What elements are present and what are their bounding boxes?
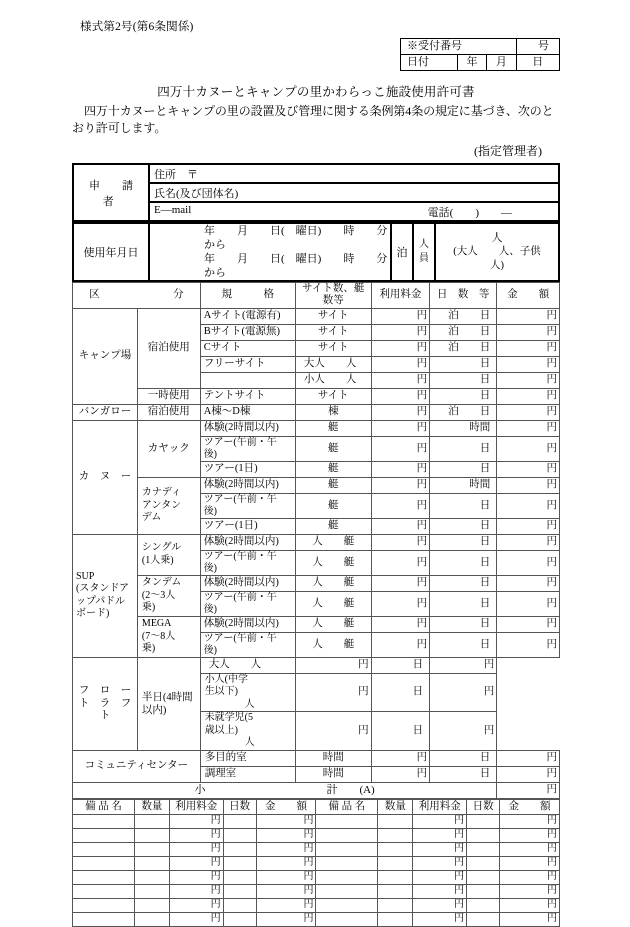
equipment-days-field[interactable]: [223, 814, 256, 828]
equipment-amount-field[interactable]: 円: [256, 814, 316, 828]
fee-amount-field[interactable]: 円: [497, 461, 560, 477]
fee-amount-field[interactable]: 円: [497, 420, 560, 436]
equipment-header-cell: 数量: [134, 799, 169, 814]
equipment-unit-price-field[interactable]: 円: [413, 842, 467, 856]
fee-table-row: [73, 657, 560, 673]
equipment-name-field[interactable]: [316, 856, 378, 870]
fee-days-field[interactable]: 日: [430, 766, 497, 782]
equipment-table: [72, 799, 560, 927]
applicant-label: 申 請 者: [73, 164, 149, 221]
equipment-amount-field[interactable]: 円: [500, 856, 560, 870]
equipment-name-field[interactable]: [316, 828, 378, 842]
fee-spec-label: 体験(2時間以内): [200, 534, 295, 550]
fee-days-field[interactable]: 日: [430, 372, 497, 388]
fee-spec-label: A棟～D棟: [200, 404, 295, 420]
use-date-line-1: 年 月 日( 曜日) 時 分から: [204, 225, 388, 252]
fee-spec-label: テントサイト: [200, 388, 295, 404]
lead-paragraph: 四万十カヌーとキャンプの里の設置及び管理に関する条例第4条の規定に基づき、次のとおり許可します。: [72, 104, 554, 136]
equipment-amount-field[interactable]: 円: [500, 842, 560, 856]
fee-count-field[interactable]: 大人 人: [200, 657, 295, 673]
fee-subgroup-label: カヤック: [137, 420, 200, 477]
equipment-amount-field[interactable]: 円: [500, 912, 560, 926]
fee-group-label: コミュニティセンター: [73, 750, 201, 782]
applicant-phone-label: 電話( ) —: [427, 206, 512, 219]
fee-subgroup-label: 宿泊使用: [137, 404, 200, 420]
fee-subgroup-label: 半日(4時間以内): [137, 657, 200, 750]
fee-days-field[interactable]: 時間: [430, 477, 497, 493]
form-number: 様式第2号(第6条関係): [80, 21, 194, 33]
equipment-header-cell: 日数: [223, 799, 256, 814]
fee-amount-field[interactable]: 円: [497, 766, 560, 782]
people-label-ch2: 員: [419, 253, 429, 265]
receipt-number-label: ※受付番号: [401, 39, 517, 55]
equipment-name-field[interactable]: [73, 870, 135, 884]
use-date-label: 使用年月日: [73, 223, 149, 281]
fee-days-field[interactable]: 泊 日: [430, 404, 497, 420]
fee-header-amount: 金 額: [497, 283, 560, 309]
equipment-days-field[interactable]: [223, 870, 256, 884]
equipment-name-field[interactable]: [73, 842, 135, 856]
equipment-days-field[interactable]: [223, 842, 256, 856]
equipment-amount-field[interactable]: 円: [256, 912, 316, 926]
fee-amount-field[interactable]: 円: [497, 308, 560, 324]
fee-unit-price-field[interactable]: 円: [371, 356, 429, 372]
equipment-quantity-field[interactable]: [134, 828, 169, 842]
fee-table-row: [73, 534, 560, 550]
equipment-quantity-field[interactable]: [134, 814, 169, 828]
use-date-line-2: 年 月 日( 曜日) 時 分から: [204, 253, 388, 280]
fee-amount-field[interactable]: 円: [497, 324, 560, 340]
equipment-row: [73, 828, 560, 842]
fee-amount-field[interactable]: 円: [497, 591, 560, 616]
fee-amount-field[interactable]: 円: [497, 493, 560, 518]
fee-header-count: サイト数、艇数等: [295, 283, 371, 309]
people-total: 人: [491, 232, 503, 245]
equipment-days-field[interactable]: [467, 912, 500, 926]
fee-table-row: [73, 575, 560, 591]
fee-group-label: バンガロー: [73, 404, 138, 420]
fee-group-label: SUP (スタンドアップパドルボード): [73, 534, 138, 657]
fee-table-row: [73, 750, 560, 766]
equipment-name-field[interactable]: [73, 856, 135, 870]
fee-spec-label: Cサイト: [200, 340, 295, 356]
equipment-days-field[interactable]: [223, 856, 256, 870]
fee-unit-price-field[interactable]: 円: [371, 550, 429, 575]
fee-unit-price-field[interactable]: 円: [371, 632, 429, 657]
equipment-days-field[interactable]: [223, 828, 256, 842]
fee-amount-field[interactable]: 円: [497, 372, 560, 388]
equipment-days-field[interactable]: [467, 842, 500, 856]
fee-amount-field[interactable]: 円: [430, 712, 497, 751]
applicant-contact-field[interactable]: [149, 202, 559, 221]
fee-unit-price-field[interactable]: 円: [295, 657, 371, 673]
equipment-header-cell: 日数: [467, 799, 500, 814]
fee-days-field[interactable]: 日: [430, 575, 497, 591]
fee-count-field[interactable]: 艇: [295, 436, 371, 461]
receipt-day: 日: [516, 55, 559, 71]
fee-count-field[interactable]: 艇: [295, 477, 371, 493]
fee-unit-price-field[interactable]: 円: [371, 766, 429, 782]
fee-header-category: 区 分: [73, 283, 201, 309]
fee-amount-field[interactable]: 円: [497, 436, 560, 461]
fee-days-field[interactable]: 日: [371, 673, 429, 712]
equipment-name-field[interactable]: [73, 814, 135, 828]
fee-table: [72, 282, 560, 799]
fee-spec-label: 多目的室: [200, 750, 295, 766]
fee-count-field[interactable]: 大人 人: [295, 356, 371, 372]
equipment-quantity-field[interactable]: [378, 842, 413, 856]
equipment-quantity-field[interactable]: [378, 898, 413, 912]
fee-spec-label: ツアー(午前・午 後): [200, 591, 295, 616]
fee-amount-field[interactable]: 円: [497, 534, 560, 550]
equipment-days-field[interactable]: [467, 870, 500, 884]
equipment-name-field[interactable]: [73, 828, 135, 842]
use-date-field[interactable]: [149, 223, 391, 281]
equipment-days-field[interactable]: [467, 856, 500, 870]
administrator-label: (指定管理者): [474, 144, 542, 159]
fee-unit-price-field[interactable]: 円: [295, 712, 371, 751]
equipment-row: [73, 870, 560, 884]
equipment-name-field[interactable]: [73, 898, 135, 912]
people-label-ch1: 人: [419, 239, 429, 251]
fee-unit-price-field[interactable]: 円: [371, 461, 429, 477]
fee-days-field[interactable]: 日: [430, 461, 497, 477]
fee-spec-label: フリーサイト: [200, 356, 295, 372]
fee-subtotal-row: [73, 782, 560, 798]
fee-spec-label: 調理室: [200, 766, 295, 782]
equipment-row: [73, 842, 560, 856]
fee-days-field[interactable]: 泊 日: [430, 324, 497, 340]
equipment-amount-field[interactable]: 円: [256, 884, 316, 898]
equipment-row: [73, 898, 560, 912]
equipment-amount-field[interactable]: 円: [500, 898, 560, 912]
equipment-unit-price-field[interactable]: 円: [413, 828, 467, 842]
fee-amount-field[interactable]: 円: [497, 575, 560, 591]
fee-subgroup-label: 宿泊使用: [137, 308, 200, 388]
equipment-amount-field[interactable]: 円: [256, 898, 316, 912]
fee-count-field[interactable]: 小人 人: [295, 372, 371, 388]
equipment-days-field[interactable]: [223, 912, 256, 926]
fee-days-field[interactable]: 日: [430, 750, 497, 766]
equipment-name-field[interactable]: [316, 842, 378, 856]
fee-amount-field[interactable]: 円: [497, 404, 560, 420]
use-date-table: [72, 222, 560, 282]
fee-subgroup-label: 一時使用: [137, 388, 200, 404]
fee-count-field[interactable]: 人 艇: [295, 632, 371, 657]
equipment-days-field[interactable]: [223, 898, 256, 912]
equipment-quantity-field[interactable]: [134, 912, 169, 926]
equipment-header-cell: 備 品 名: [73, 799, 135, 814]
applicant-name-field[interactable]: 氏名(及び団体名): [149, 183, 559, 202]
fee-amount-field[interactable]: 円: [497, 550, 560, 575]
equipment-quantity-field[interactable]: [378, 814, 413, 828]
equipment-unit-price-field[interactable]: 円: [413, 898, 467, 912]
equipment-quantity-field[interactable]: [378, 884, 413, 898]
fee-group-label: カ ヌ ー: [73, 420, 138, 534]
equipment-days-field[interactable]: [467, 814, 500, 828]
fee-days-field[interactable]: 日: [430, 388, 497, 404]
fee-count-field[interactable]: 人 艇: [295, 575, 371, 591]
fee-days-field[interactable]: 日: [430, 550, 497, 575]
fee-count-field[interactable]: 人 艇: [295, 616, 371, 632]
equipment-days-field[interactable]: [467, 898, 500, 912]
equipment-quantity-field[interactable]: [378, 828, 413, 842]
fee-spec-label: ツアー(1日): [200, 461, 295, 477]
equipment-quantity-field[interactable]: [378, 912, 413, 926]
fee-count-field[interactable]: 棟: [295, 404, 371, 420]
fee-subgroup-label: タンデム (2～3人 乗): [137, 575, 200, 616]
fee-spec-label: ツアー(1日): [200, 518, 295, 534]
fee-days-field[interactable]: 日: [430, 616, 497, 632]
fee-count-field[interactable]: 艇: [295, 420, 371, 436]
fee-table-row: [73, 477, 560, 493]
equipment-name-field[interactable]: [316, 870, 378, 884]
equipment-unit-price-field[interactable]: 円: [413, 884, 467, 898]
fee-amount-field[interactable]: 円: [497, 632, 560, 657]
fee-header-unit-price: 利用料金: [371, 283, 429, 309]
fee-days-field[interactable]: 泊 日: [430, 308, 497, 324]
applicant-address-field[interactable]: 住所 〒: [149, 164, 559, 183]
fee-days-field[interactable]: 日: [430, 534, 497, 550]
fee-spec-label: ツアー(午前・午 後): [200, 493, 295, 518]
fee-unit-price-field[interactable]: 円: [371, 340, 429, 356]
fee-days-field[interactable]: 時間: [430, 420, 497, 436]
equipment-days-field[interactable]: [223, 884, 256, 898]
fee-amount-field[interactable]: 円: [430, 673, 497, 712]
equipment-unit-price-field[interactable]: 円: [169, 912, 223, 926]
equipment-name-field[interactable]: [316, 884, 378, 898]
fee-spec-label: Bサイト(電源無): [200, 324, 295, 340]
fee-days-field[interactable]: 日: [430, 591, 497, 616]
receipt-number-row: [401, 39, 560, 55]
fee-table-row: [73, 420, 560, 436]
equipment-amount-field[interactable]: 円: [500, 814, 560, 828]
equipment-quantity-field[interactable]: [134, 884, 169, 898]
fee-spec-label: ツアー(午前・午 後): [200, 550, 295, 575]
nights-label: 泊: [391, 223, 413, 281]
fee-subtotal-label: 小 計 (A): [73, 782, 497, 798]
equipment-amount-field[interactable]: 円: [500, 884, 560, 898]
fee-unit-price-field[interactable]: 円: [371, 518, 429, 534]
receipt-box: [400, 38, 560, 71]
people-count-label: [413, 223, 435, 281]
fee-count-field[interactable]: 艇: [295, 461, 371, 477]
page-title: 四万十カヌーとキャンプの里かわらっこ施設使用許可書: [157, 85, 475, 99]
fee-header-days: 日 数 等: [430, 283, 497, 309]
equipment-name-field[interactable]: [73, 884, 135, 898]
applicant-table: [72, 163, 560, 222]
fee-header-spec: 規 格: [200, 283, 295, 309]
equipment-header-cell: 備 品 名: [316, 799, 378, 814]
fee-subgroup-label: MEGA (7～8人 乗): [137, 616, 200, 657]
fee-days-field[interactable]: 日: [430, 518, 497, 534]
equipment-amount-field[interactable]: 円: [500, 828, 560, 842]
fee-unit-price-field[interactable]: 円: [371, 534, 429, 550]
equipment-days-field[interactable]: [467, 828, 500, 842]
equipment-header-cell: 金 額: [256, 799, 316, 814]
fee-days-field[interactable]: 日: [430, 493, 497, 518]
fee-amount-field[interactable]: 円: [497, 750, 560, 766]
applicant-email-label: E—mail: [154, 203, 192, 216]
equipment-row: [73, 912, 560, 926]
fee-unit-price-field[interactable]: 円: [371, 388, 429, 404]
equipment-days-field[interactable]: [467, 884, 500, 898]
fee-count-field[interactable]: 人 艇: [295, 534, 371, 550]
fee-unit-price-field[interactable]: 円: [371, 591, 429, 616]
fee-amount-field[interactable]: 円: [497, 616, 560, 632]
fee-count-field[interactable]: 時間: [295, 750, 371, 766]
fee-count-field[interactable]: 艇: [295, 493, 371, 518]
receipt-number-unit: 号: [516, 39, 559, 55]
receipt-month: 月: [487, 55, 516, 71]
equipment-amount-field[interactable]: 円: [256, 870, 316, 884]
equipment-amount-field[interactable]: 円: [500, 870, 560, 884]
fee-days-field[interactable]: 日: [430, 436, 497, 461]
equipment-quantity-field[interactable]: [378, 870, 413, 884]
equipment-row: [73, 856, 560, 870]
fee-table-header-row: [73, 283, 560, 309]
fee-unit-price-field[interactable]: 円: [371, 750, 429, 766]
equipment-unit-price-field[interactable]: 円: [169, 856, 223, 870]
equipment-header-row: [73, 799, 560, 814]
fee-table-row: [73, 404, 560, 420]
equipment-header-cell: 利用料金: [169, 799, 223, 814]
equipment-quantity-field[interactable]: [134, 870, 169, 884]
equipment-header-cell: 金 額: [500, 799, 560, 814]
fee-amount-field[interactable]: 円: [497, 356, 560, 372]
equipment-name-field[interactable]: [316, 898, 378, 912]
fee-unit-price-field[interactable]: 円: [371, 324, 429, 340]
fee-unit-price-field[interactable]: 円: [371, 575, 429, 591]
fee-table-row: [73, 388, 560, 404]
fee-count-field[interactable]: サイト: [295, 340, 371, 356]
fee-days-field[interactable]: 日: [430, 356, 497, 372]
equipment-unit-price-field[interactable]: 円: [413, 870, 467, 884]
fee-spec-label: 体験(2時間以内): [200, 477, 295, 493]
receipt-date-label: 日付: [401, 55, 458, 71]
equipment-unit-price-field[interactable]: 円: [169, 884, 223, 898]
fee-subgroup-label: カナディ アンタン デム: [137, 477, 200, 534]
equipment-row: [73, 814, 560, 828]
equipment-unit-price-field[interactable]: 円: [169, 898, 223, 912]
fee-amount-field[interactable]: 円: [430, 657, 497, 673]
fee-count-field[interactable]: 艇: [295, 518, 371, 534]
people-count-field[interactable]: [435, 223, 562, 281]
equipment-quantity-field[interactable]: [378, 856, 413, 870]
fee-count-field[interactable]: サイト: [295, 324, 371, 340]
fee-count-field[interactable]: 時間: [295, 766, 371, 782]
fee-amount-field[interactable]: 円: [497, 388, 560, 404]
equipment-unit-price-field[interactable]: 円: [413, 856, 467, 870]
fee-subgroup-label: シングル (1人乗): [137, 534, 200, 575]
fee-unit-price-field[interactable]: 円: [371, 616, 429, 632]
equipment-amount-field[interactable]: 円: [256, 842, 316, 856]
fee-count-field[interactable]: サイト: [295, 308, 371, 324]
fee-days-field[interactable]: 日: [371, 657, 429, 673]
fee-count-field[interactable]: 未就学児(5 歳以上) 人: [200, 712, 295, 751]
people-detail: (大人 人、子供 人): [453, 246, 562, 272]
fee-subtotal-amount[interactable]: 円: [497, 782, 560, 798]
equipment-name-field[interactable]: [316, 814, 378, 828]
equipment-unit-price-field[interactable]: 円: [169, 870, 223, 884]
fee-spec-label: 体験(2時間以内): [200, 575, 295, 591]
equipment-header-cell: 数量: [378, 799, 413, 814]
fee-count-field[interactable]: サイト: [295, 388, 371, 404]
equipment-quantity-field[interactable]: [134, 856, 169, 870]
fee-unit-price-field[interactable]: 円: [371, 493, 429, 518]
receipt-year: 年: [457, 55, 486, 71]
fee-unit-price-field[interactable]: 円: [371, 420, 429, 436]
receipt-date-row: [401, 55, 560, 71]
fee-amount-field[interactable]: 円: [497, 477, 560, 493]
fee-amount-field[interactable]: 円: [497, 518, 560, 534]
fee-count-field[interactable]: 小人(中学 生以下) 人: [200, 673, 295, 712]
equipment-unit-price-field[interactable]: 円: [413, 912, 467, 926]
fee-spec-label: Aサイト(電源有): [200, 308, 295, 324]
fee-spec-label: 体験(2時間以内): [200, 420, 295, 436]
receipt-box-wrapper: [72, 38, 560, 71]
equipment-unit-price-field[interactable]: 円: [169, 828, 223, 842]
fee-spec-label: 体験(2時間以内): [200, 616, 295, 632]
fee-spec-label: ツアー(午前・午 後): [200, 436, 295, 461]
fee-days-field[interactable]: 泊 日: [430, 340, 497, 356]
fee-group-label: フ ロ ー ト ラ フ ト: [73, 657, 138, 750]
equipment-quantity-field[interactable]: [134, 898, 169, 912]
fee-unit-price-field[interactable]: 円: [371, 436, 429, 461]
fee-unit-price-field[interactable]: 円: [371, 404, 429, 420]
equipment-unit-price-field[interactable]: 円: [169, 842, 223, 856]
fee-amount-field[interactable]: 円: [497, 340, 560, 356]
fee-unit-price-field[interactable]: 円: [371, 372, 429, 388]
fee-count-field[interactable]: 人 艇: [295, 550, 371, 575]
fee-group-label: キャンプ場: [73, 308, 138, 404]
fee-days-field[interactable]: 日: [430, 632, 497, 657]
fee-spec-label: ツアー(午前・午 後): [200, 632, 295, 657]
equipment-unit-price-field[interactable]: 円: [413, 814, 467, 828]
fee-spec-label: [200, 372, 295, 388]
equipment-name-field[interactable]: [316, 912, 378, 926]
fee-unit-price-field[interactable]: 円: [371, 477, 429, 493]
fee-unit-price-field[interactable]: 円: [295, 673, 371, 712]
equipment-amount-field[interactable]: 円: [256, 856, 316, 870]
equipment-unit-price-field[interactable]: 円: [169, 814, 223, 828]
equipment-amount-field[interactable]: 円: [256, 828, 316, 842]
fee-days-field[interactable]: 日: [371, 712, 429, 751]
equipment-header-cell: 利用料金: [413, 799, 467, 814]
equipment-quantity-field[interactable]: [134, 842, 169, 856]
fee-count-field[interactable]: 人 艇: [295, 591, 371, 616]
fee-table-row: [73, 616, 560, 632]
equipment-name-field[interactable]: [73, 912, 135, 926]
fee-table-row: [73, 308, 560, 324]
equipment-row: [73, 884, 560, 898]
fee-unit-price-field[interactable]: 円: [371, 308, 429, 324]
